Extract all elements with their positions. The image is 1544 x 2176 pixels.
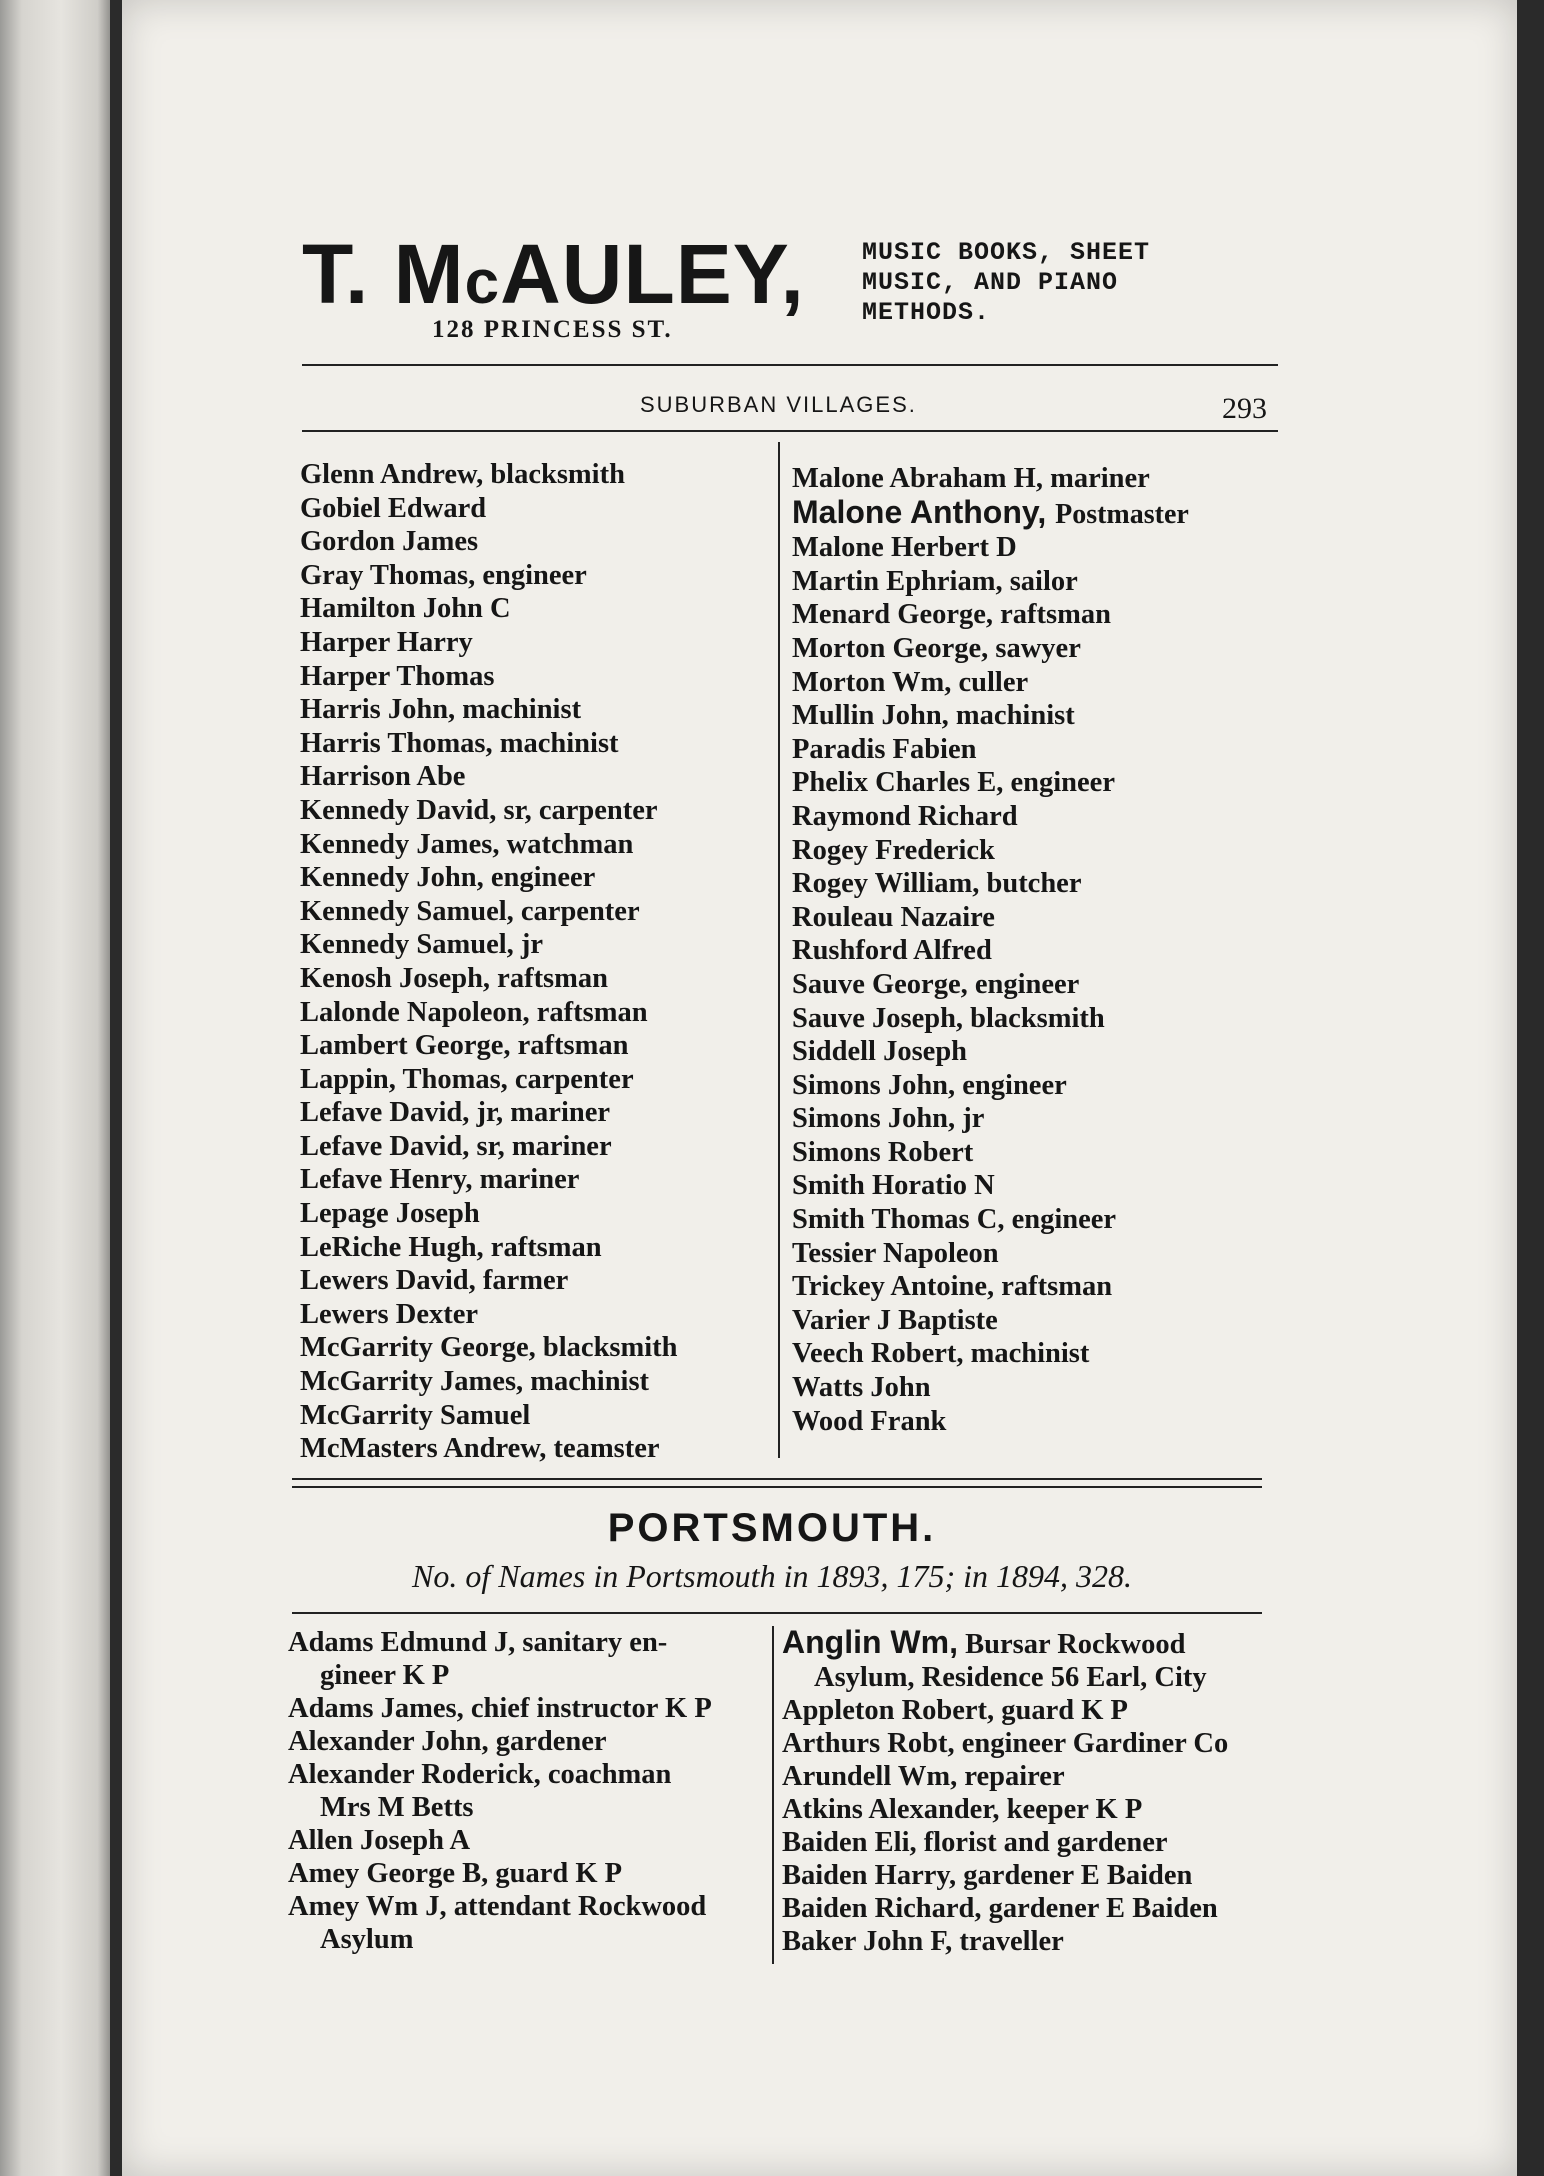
list-item: Paradis Fabien [792,733,977,765]
list-item: Arundell Wm, repairer [782,1761,1065,1792]
list-item: Rushford Alfred [792,935,992,967]
list-item [288,1626,768,1692]
entry-continuation: Asylum [320,1924,414,1955]
list-item: Watts John [792,1372,931,1404]
advertisement-header [302,227,1287,352]
portsmouth-left-column [288,1626,768,1956]
section-title: PORTSMOUTH. [607,1506,937,1550]
list-item: Lefave David, jr, mariner [300,1097,611,1129]
suburban-left-column [300,458,780,1466]
list-item: Wood Frank [792,1405,947,1437]
list-item [288,1824,768,1857]
entry-text: Allen Joseph A [288,1825,471,1856]
list-item: Sauve George, engineer [792,968,1080,1000]
list-item: Morton George, sawyer [792,632,1081,664]
advertiser-name: T. McAULEY, [302,227,805,321]
list-item: Harris John, machinist [300,694,582,726]
list-item: Malone Abraham H, mariner [792,463,1150,494]
list-item: Harrison Abe [300,761,466,793]
entry-continuation: gineer K P [320,1660,450,1691]
list-item [288,1725,768,1758]
column-divider [778,442,780,1458]
list-item: Smith Horatio N [792,1170,995,1202]
list-item: Lewers David, farmer [300,1265,569,1297]
column-divider [772,1626,774,1964]
list-item: Phelix Charles E, engineer [792,767,1115,799]
list-item: Glenn Andrew, blacksmith [300,459,625,490]
list-item: Simons Robert [792,1136,974,1168]
list-item: Siddell Joseph [792,1036,968,1068]
page-edge [1517,0,1544,2176]
list-item: Lappin, Thomas, carpenter [300,1063,634,1095]
running-head-rule [302,430,1278,432]
list-item: Lefave Henry, mariner [300,1164,580,1196]
list-item: Kennedy John, engineer [300,862,596,894]
list-item: McGarrity James, machinist [300,1366,650,1398]
list-item: Rouleau Nazaire [792,901,995,933]
list-item [288,1692,768,1725]
list-item: Harper Harry [300,626,473,658]
list-item: Baiden Harry, gardener E Baiden [782,1860,1193,1891]
list-item: McGarrity George, blacksmith [300,1332,678,1364]
list-item: Baiden Richard, gardener E Baiden [782,1893,1218,1924]
left-page-margin [0,0,122,2176]
list-item: Tessier Napoleon [792,1237,999,1269]
list-item: Simons John, jr [792,1103,985,1135]
list-item: Rogey Frederick [792,834,995,866]
list-item: Harris Thomas, machinist [300,727,619,759]
list-item: Lalonde Napoleon, raftsman [300,996,648,1028]
list-item: Lambert George, raftsman [300,1030,629,1062]
list-item: Lewers Dexter [300,1298,479,1330]
ad-line: METHODS. [862,298,991,327]
entry-text: Adams James, chief instructor K P [288,1693,712,1724]
ad-line: MUSIC, AND PIANO [862,268,1119,297]
list-item: Kennedy Samuel, jr [300,929,544,961]
list-item: Gray Thomas, engineer [300,559,587,591]
list-item: Sauve Joseph, blacksmith [792,1002,1105,1034]
list-item: Lefave David, sr, mariner [300,1130,612,1162]
entry-text: Alexander John, gardener [288,1726,607,1757]
list-item: Raymond Richard [792,800,1018,832]
section-rule [292,1486,1262,1488]
list-item: Smith Thomas C, engineer [792,1204,1117,1236]
list-item: Gobiel Edward [300,492,487,524]
list-item: Kennedy David, sr, carpenter [300,794,658,826]
entry-text: Alexander Roderick, coachman [288,1759,672,1790]
list-item: Kenosh Joseph, raftsman [300,962,608,994]
list-item: Baker John F, traveller [782,1926,1064,1957]
list-item: Trickey Antoine, raftsman [792,1271,1113,1303]
list-item: Varier J Baptiste [792,1304,998,1336]
list-item-highlight: Malone Anthony, Postmaster [792,493,1189,530]
list-item: Arthurs Robt, engineer Gardiner Co [782,1728,1229,1759]
section-subtitle: No. of Names in Portsmouth in 1893, 175; in 1894, 328. [411,1558,1132,1594]
page-number: 293 [1222,392,1267,425]
ad-line: MUSIC BOOKS, SHEET [862,238,1151,267]
list-item: Baiden Eli, florist and gardener [782,1827,1168,1858]
list-item-highlight: Anglin Wm, Bursar Rockwood Asylum, Residence 56 Earl, City [782,1624,1207,1693]
list-item [288,1890,768,1956]
entry-text: Amey George B, guard K P [288,1858,623,1889]
list-item: Gordon James [300,526,479,558]
list-item: Kennedy Samuel, carpenter [300,895,640,927]
list-item: Harper Thomas [300,660,495,692]
entry-text: Adams Edmund J, sanitary en- [288,1627,668,1658]
list-item: Martin Ephriam, sailor [792,565,1078,597]
list-item: Veech Robert, machinist [792,1338,1090,1370]
list-item [288,1857,768,1890]
list-item: McMasters Andrew, teamster [300,1433,660,1465]
suburban-right-column [792,462,1292,1438]
header-rule [302,364,1278,366]
list-item: Appleton Robert, guard K P [782,1695,1128,1726]
list-item: Menard George, raftsman [792,599,1111,631]
entry-continuation: Mrs M Betts [320,1792,474,1823]
list-item: Mullin John, machinist [792,700,1075,732]
section-rule [292,1612,1262,1614]
advertiser-address: 128 PRINCESS ST. [432,316,673,343]
list-item: Simons John, engineer [792,1069,1067,1101]
list-item: Lepage Joseph [300,1198,480,1230]
list-item: Hamilton John C [300,593,511,625]
portsmouth-right-column [782,1626,1282,1958]
running-head: SUBURBAN VILLAGES. [640,392,917,417]
list-item: Atkins Alexander, keeper K P [782,1794,1143,1825]
section-rule [292,1478,1262,1480]
list-item: McGarrity Samuel [300,1399,531,1431]
list-item: LeRiche Hugh, raftsman [300,1231,602,1263]
entry-text: Amey Wm J, attendant Rockwood [288,1891,707,1922]
list-item: Malone Herbert D [792,532,1017,564]
list-item [288,1758,768,1824]
list-item: Kennedy James, watchman [300,828,634,860]
list-item: Morton Wm, culler [792,666,1029,698]
list-item: Rogey William, butcher [792,868,1082,900]
